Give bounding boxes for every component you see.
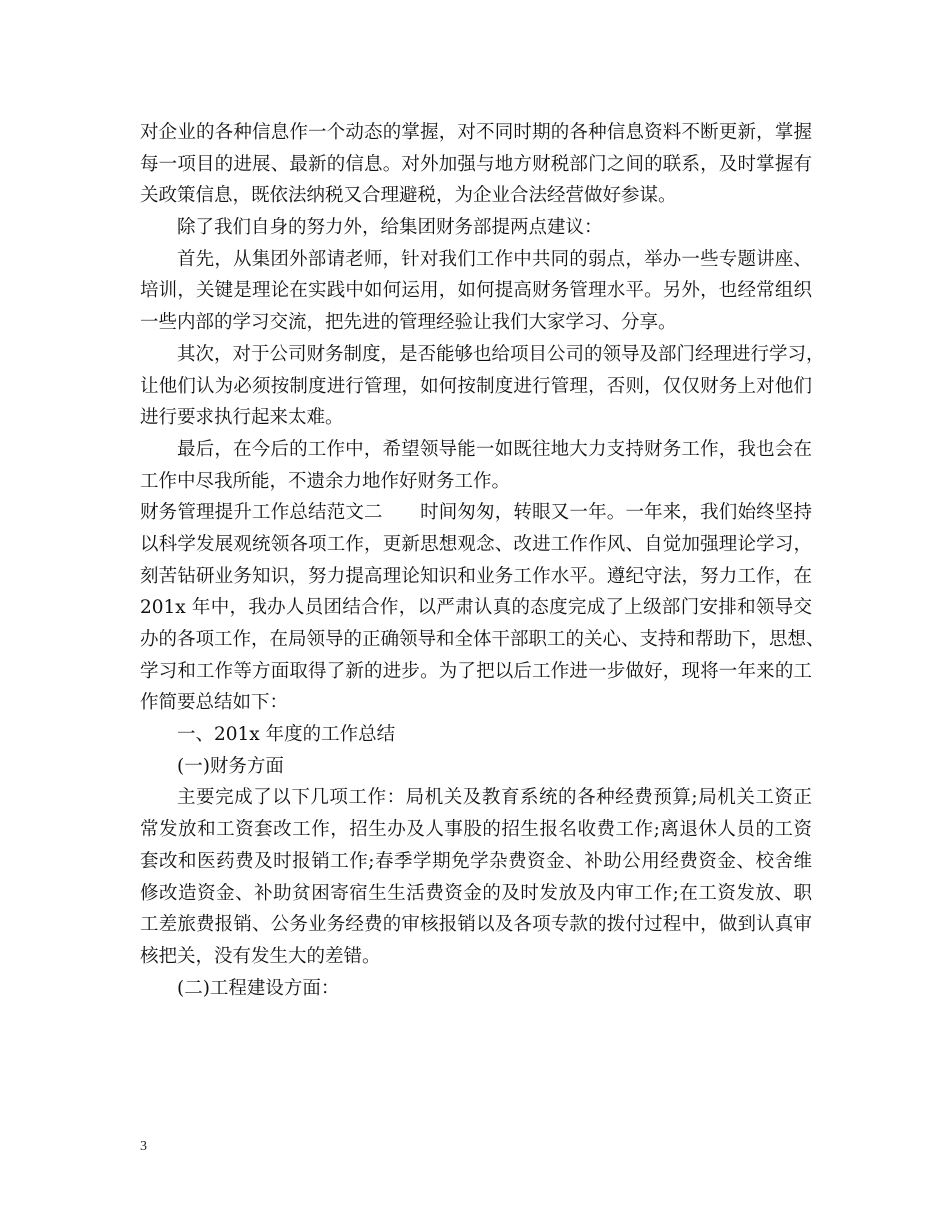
text-line: 学习和工作等方面取得了新的进步。为了把以后工作进一步做好，现将一年来的工 [140,660,812,682]
text-line: 其次，对于公司财务制度，是否能够也给项目公司的领导及部门经理进行学习， [177,343,825,365]
subsection-heading: (二)工程建设方面： [177,977,340,999]
text-line: 刻苦钻研业务知识，努力提高理论知识和业务工作水平。遵纪守法，努力工作，在 [140,565,812,587]
subsection-heading: (一)财务方面 [177,755,284,777]
page-number: 3 [140,1139,147,1154]
text-line: 主要完成了以下几项工作：局机关及教育系统的各种经费预算;局机关工资正 [177,787,812,809]
text-line: 工作中尽我所能，不遗余力地作好财务工作。 [140,470,511,492]
text-line: 核把关，没有发生大的差错。 [140,945,381,967]
text-line: 作简要总结如下： [140,692,289,714]
text-line: 以科学发展观统领各项工作，更新思想观念、改进工作作风、自觉加强理论学习， [140,533,812,555]
text-line: 工差旅费报销、公务业务经费的审核报销以及各项专款的拨付过程中，做到认真审 [140,914,812,936]
text-line: 首先，从集团外部请老师，针对我们工作中共同的弱点，举办一些专题讲座、 [177,248,812,270]
text-line: 常发放和工资套改工作，招生办及人事股的招生报名收费工作;离退休人员的工资 [140,819,812,841]
text-line: 办的各项工作，在局领导的正确领导和全体干部职工的关心、支持和帮助下，思想、 [140,629,825,650]
text-line: 让他们认为必须按制度进行管理，如何按制度进行管理，否则，仅仅财务上对他们 [140,375,812,397]
text-line: 套改和医药费及时报销工作;春季学期免学杂费资金、补助公用经费资金、校舍维 [140,850,812,872]
text-line: 关政策信息，既依法纳税又合理避税，为企业合法经营做好参谋。 [140,185,677,207]
text-line: 培训，关键是理论在实践中如何运用，如何提高财务管理水平。另外，也经常组织 [140,280,812,302]
text-line: 一些内部的学习交流，把先进的管理经验让我们大家学习、分享。 [140,312,677,334]
text-line: 进行要求执行起来太难。 [140,407,344,429]
text-line: 201x 年中，我办人员团结合作，以严肃认真的态度完成了上级部门安排和领导交 [140,597,812,619]
text-line: 每一项目的进展、最新的信息。对外加强与地方财税部门之间的联系，及时掌握有 [140,153,812,175]
text-line: 除了我们自身的努力外，给集团财务部提两点建议： [177,217,603,239]
text-line: 对企业的各种信息作一个动态的掌握，对不同时期的各种信息资料不断更新，掌握 [140,122,812,143]
text-line: 修改造资金、补助贫困寄宿生生活费资金的及时发放及内审工作;在工资发放、职 [140,882,812,904]
text-line: 财务管理提升工作总结范文二 时间匆匆，转眼又一年。一年来，我们始终坚持 [140,502,812,524]
text-line: 最后，在今后的工作中，希望领导能一如既往地大力支持财务工作，我也会在 [177,438,812,460]
document-body [140,117,825,1004]
section-heading: 一、201x 年度的工作总结 [177,724,396,746]
